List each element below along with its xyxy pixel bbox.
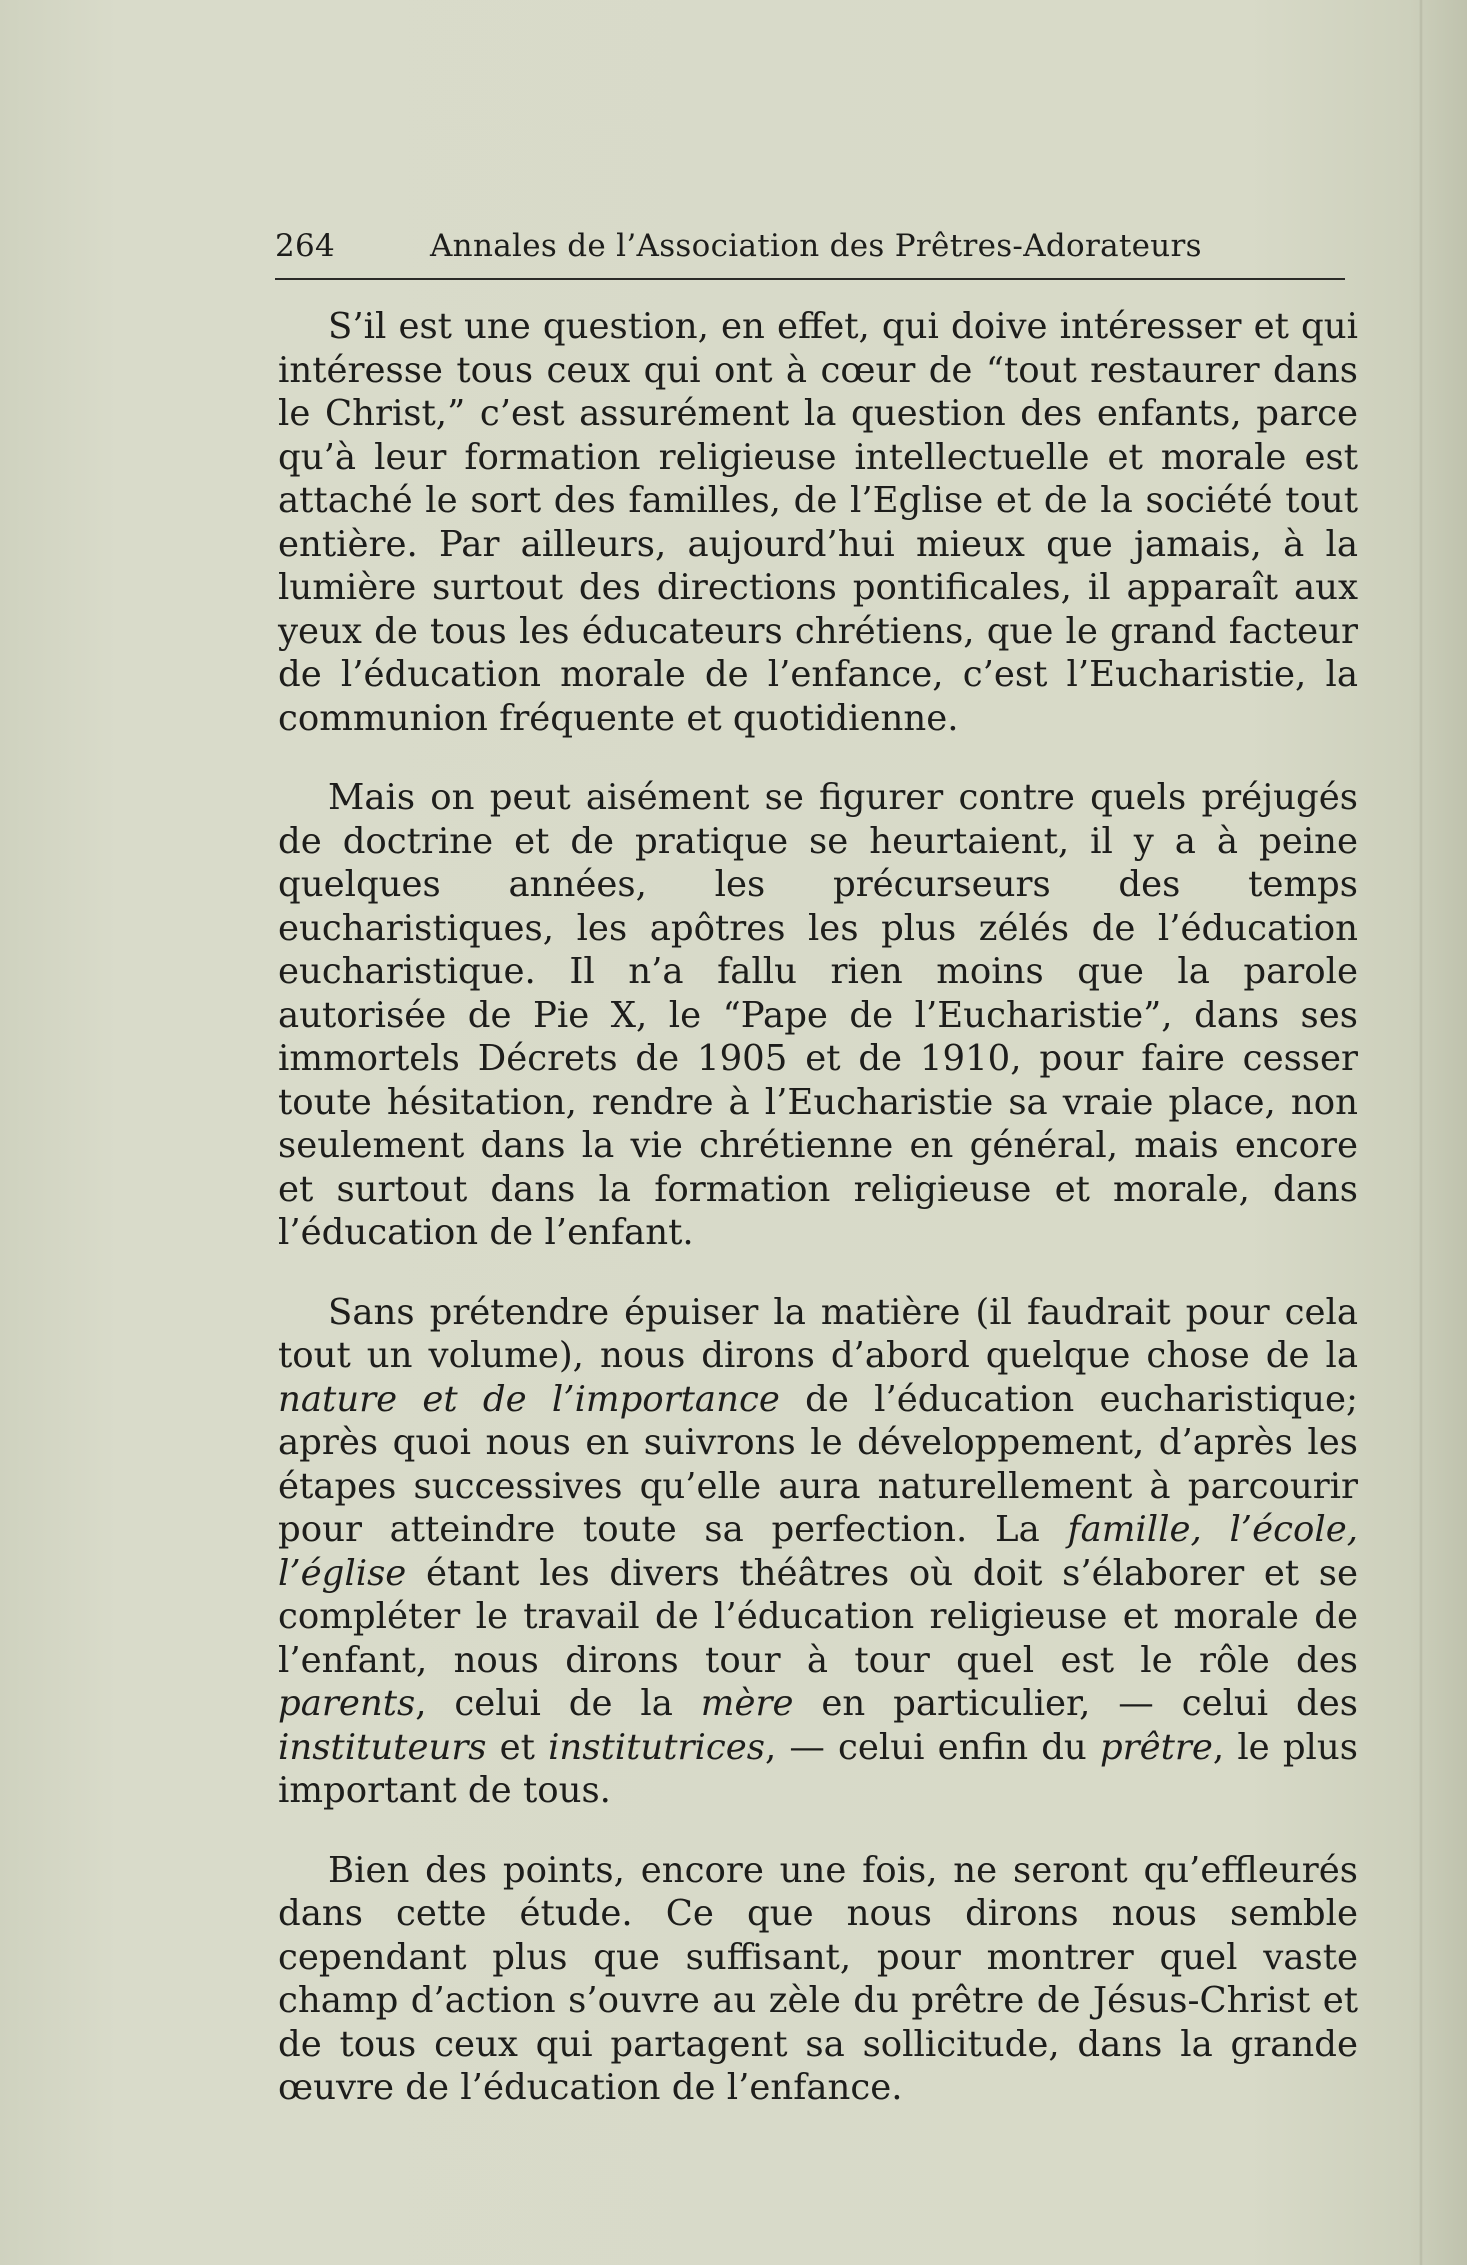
italic-phrase: prêtre (1099, 1726, 1213, 1768)
italic-phrase: parents (278, 1683, 416, 1724)
body-text (278, 305, 1358, 2110)
paragraph-3-text: , le plus important de tous. (278, 1726, 1358, 1811)
paragraph-3-text: étant les divers théâtres où doit s’élaborer et se compléter le travail de l’éducation religieuse et morale de l’enfant, nous dirons tour à tour quel est le rôle des (278, 1552, 1358, 1681)
paragraph-1 (278, 305, 1358, 740)
paragraph-4-text: Bien des points, encore une fois, ne seront qu’effleurés dans cette étude. Ce que nous dirons nous semble cependant plus que suffisant, pour montrer quel vaste champ d’action s’ouvre au zèle du prêtre de Jésus-Christ et de tous ceux qui partagent sa sollicitude, dans la grande œuvre de l’éducation de l’enfance. (278, 1849, 1358, 2108)
paragraph-1-text: S’il est une question, en effet, qui doive intéresser et qui intéresse tous ceux qui ont à cœur de “tout restaurer dans le Christ,” c’est assurément la question des enfants, parce qu’à leur formation religieuse intellectuelle et morale est attaché le sort des familles, de l’Eglise et de la société tout entière. Par ailleurs, aujourd’hui mieux que jamais, à la lumière surtout des directions pontificales, il apparaît aux yeux de tous les éducateurs chrétiens, que le grand facteur de l’éducation morale de l’enfance, c’est l’Eucharistie, la communion fréquente et quotidienne. (278, 306, 1358, 739)
header-rule (275, 278, 1345, 280)
page-gutter-shadow (1419, 0, 1423, 2265)
paragraph-3 (278, 1291, 1358, 1813)
paragraph-3-text: , — celui enfin du (764, 1726, 1100, 1768)
paragraph-3-text: de l’éducation eucharistique; après quoi nous en suivrons le développement, d’après les étapes successives qu’elle aura naturellement à parcourir pour atteindre toute sa perfection. La (278, 1378, 1359, 1550)
paragraph-3-text: et (486, 1726, 549, 1768)
paragraph-3-text: Sans prétendre épuiser la matière (il faudrait pour cela tout un volume), nous dirons d’abord quelque chose de la (278, 1291, 1358, 1376)
italic-phrase: instituteurs (278, 1726, 487, 1768)
page-number: 264 (275, 228, 336, 264)
italic-phrase: famille, l’école, l’église (278, 1509, 1358, 1594)
paragraph-4 (278, 1849, 1358, 2110)
italic-phrase: nature et de l’importance (278, 1378, 780, 1420)
running-header (275, 228, 1345, 272)
paragraph-2 (278, 776, 1358, 1255)
running-title: Annales de l’Association des Prêtres-Adorateurs (430, 228, 1202, 264)
italic-phrase: mère (700, 1683, 794, 1724)
paragraph-2-text: Mais on peut aisément se figurer contre quels préjugés de doctrine et de pratique se heurtaient, il y a à peine quelques années, les précurseurs des temps eucharistiques, les apôtres les plus zélés de l’éducation eucharistique. Il n’a fallu rien moins que la parole autorisée de Pie X, le “Pape de l’Eucharistie”, dans ses immortels Décrets de 1905 et de 1910, pour faire cesser toute hésitation, rendre à l’Eucharistie sa vraie place, non seulement dans la vie chrétienne en général, mais encore et surtout dans la formation religieuse et morale, dans l’éducation de l’enfant. (278, 777, 1358, 1253)
italic-phrase: institutrices (548, 1726, 765, 1768)
paragraph-3-text: en particulier, — celui des (793, 1683, 1358, 1724)
paragraph-3-text: , celui de la (415, 1683, 701, 1724)
